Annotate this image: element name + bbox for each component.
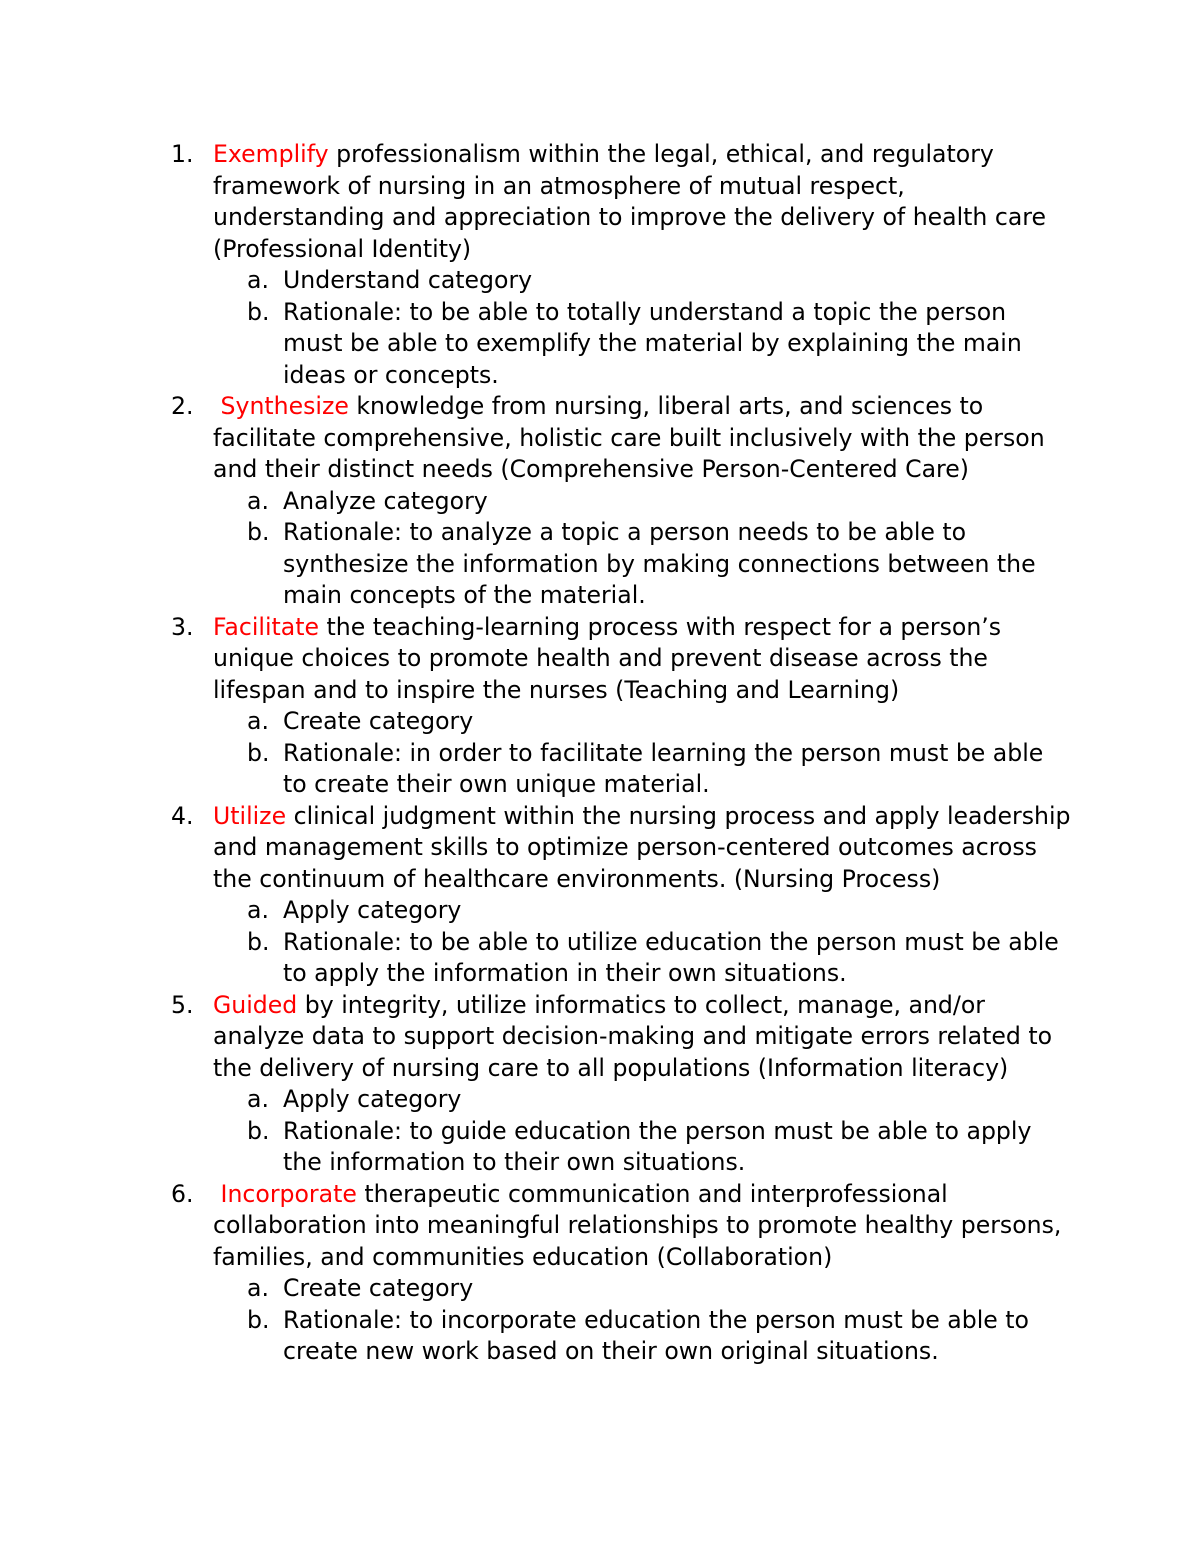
- list-item-2: [171, 391, 1073, 612]
- sub-text: Rationale: to be able to totally understand a topic the person must be able to exemplify the material by explaining the main ideas or concepts.: [283, 297, 1022, 389]
- sub-text: Rationale: to incorporate education the person must be able to create new work based on their own original situations.: [283, 1305, 1029, 1365]
- list-item-3: [171, 612, 1073, 801]
- sub-list: [213, 706, 1073, 801]
- sub-item-b: [247, 1116, 1073, 1179]
- sub-letter: b.: [247, 738, 270, 767]
- item-body: the teaching-learning process with respect for a person’s unique choices to promote health and prevent disease across the lifespan and to inspire the nurses (Teaching and Learning): [213, 612, 1002, 704]
- item-keyword: Synthesize: [220, 392, 349, 420]
- sub-item-a: [247, 895, 1073, 927]
- item-keyword: Exemplify: [213, 140, 329, 168]
- sub-text: Rationale: to be able to utilize education the person must be able to apply the information in their own situations.: [283, 927, 1059, 987]
- sub-letter: b.: [247, 297, 270, 326]
- sub-list: [213, 895, 1073, 990]
- sub-text: Rationale: in order to facilitate learning the person must be able to create their own unique material.: [283, 738, 1044, 798]
- sub-text: Apply category: [283, 896, 462, 924]
- sub-item-a: [247, 1273, 1073, 1305]
- item-text: [213, 990, 1073, 1085]
- sub-item-a: [247, 265, 1073, 297]
- item-text: [213, 612, 1073, 707]
- sub-list: [213, 1084, 1073, 1179]
- item-text: [213, 139, 1073, 265]
- item-keyword: Facilitate: [213, 612, 319, 641]
- sub-list: [213, 486, 1073, 612]
- item-number: 5.: [171, 990, 194, 1019]
- sub-text: Apply category: [283, 1085, 462, 1113]
- sub-item-a: [247, 486, 1073, 518]
- item-number: 1.: [171, 140, 194, 168]
- sub-letter: b.: [247, 518, 270, 546]
- sub-list: [213, 1273, 1073, 1368]
- sub-text: Understand category: [283, 266, 533, 294]
- sub-letter: a.: [247, 266, 269, 294]
- sub-item-a: [247, 1084, 1073, 1116]
- sub-item-b: [247, 927, 1073, 990]
- sub-text: Analyze category: [283, 486, 488, 515]
- item-body: clinical judgment within the nursing process and apply leadership and management skills to optimize person-centered outcomes across the continuum of healthcare environments. (Nursing Process): [213, 801, 1071, 893]
- item-text: [213, 391, 1073, 486]
- sub-text: Rationale: to guide education the person must be able to apply the information to their own situations.: [283, 1116, 1032, 1176]
- item-number: 6.: [171, 1179, 194, 1208]
- sub-letter: b.: [247, 1116, 270, 1145]
- sub-item-b: [247, 297, 1073, 392]
- item-number: 4.: [171, 801, 194, 830]
- sub-letter: a.: [247, 896, 269, 924]
- objectives-list: [171, 139, 1073, 1368]
- sub-item-b: [247, 738, 1073, 801]
- sub-list: [213, 265, 1073, 391]
- sub-text: Create category: [283, 707, 474, 735]
- sub-item-b: [247, 1305, 1073, 1368]
- sub-letter: a.: [247, 1085, 269, 1113]
- sub-letter: a.: [247, 1274, 269, 1302]
- list-item-4: [171, 801, 1073, 990]
- list-item-6: [171, 1179, 1073, 1368]
- list-item-5: [171, 990, 1073, 1179]
- sub-text: Rationale: to analyze a topic a person needs to be able to synthesize the information by making connections between the main concepts of the material.: [283, 518, 1036, 609]
- sub-letter: a.: [247, 707, 269, 735]
- item-text: [213, 1179, 1073, 1274]
- item-body: knowledge from nursing, liberal arts, and sciences to facilitate comprehensive, holistic care built inclusively with the person and their distinct needs (Comprehensive Person-Centered Care): [213, 392, 1045, 483]
- sub-letter: a.: [247, 486, 269, 515]
- sub-text: Create category: [283, 1274, 474, 1302]
- sub-item-a: [247, 706, 1073, 738]
- item-keyword: Incorporate: [220, 1179, 357, 1208]
- item-number: 3.: [171, 612, 194, 641]
- item-body: by integrity, utilize informatics to collect, manage, and/or analyze data to support decision-making and mitigate errors related to the delivery of nursing care to all populations (Information literacy): [213, 990, 1053, 1082]
- item-text: [213, 801, 1073, 896]
- item-number: 2.: [171, 392, 194, 420]
- sub-item-b: [247, 517, 1073, 612]
- item-keyword: Guided: [213, 990, 298, 1019]
- sub-letter: b.: [247, 1305, 270, 1334]
- sub-letter: b.: [247, 927, 270, 956]
- item-body: therapeutic communication and interprofessional collaboration into meaningful relationships to promote healthy persons, families, and communities education (Collaboration): [213, 1179, 1062, 1271]
- item-keyword: Utilize: [213, 801, 287, 830]
- item-body: professionalism within the legal, ethical, and regulatory framework of nursing in an atmosphere of mutual respect, understanding and appreciation to improve the delivery of health care (Professional Identity): [213, 140, 1047, 263]
- list-item-1: [171, 139, 1073, 391]
